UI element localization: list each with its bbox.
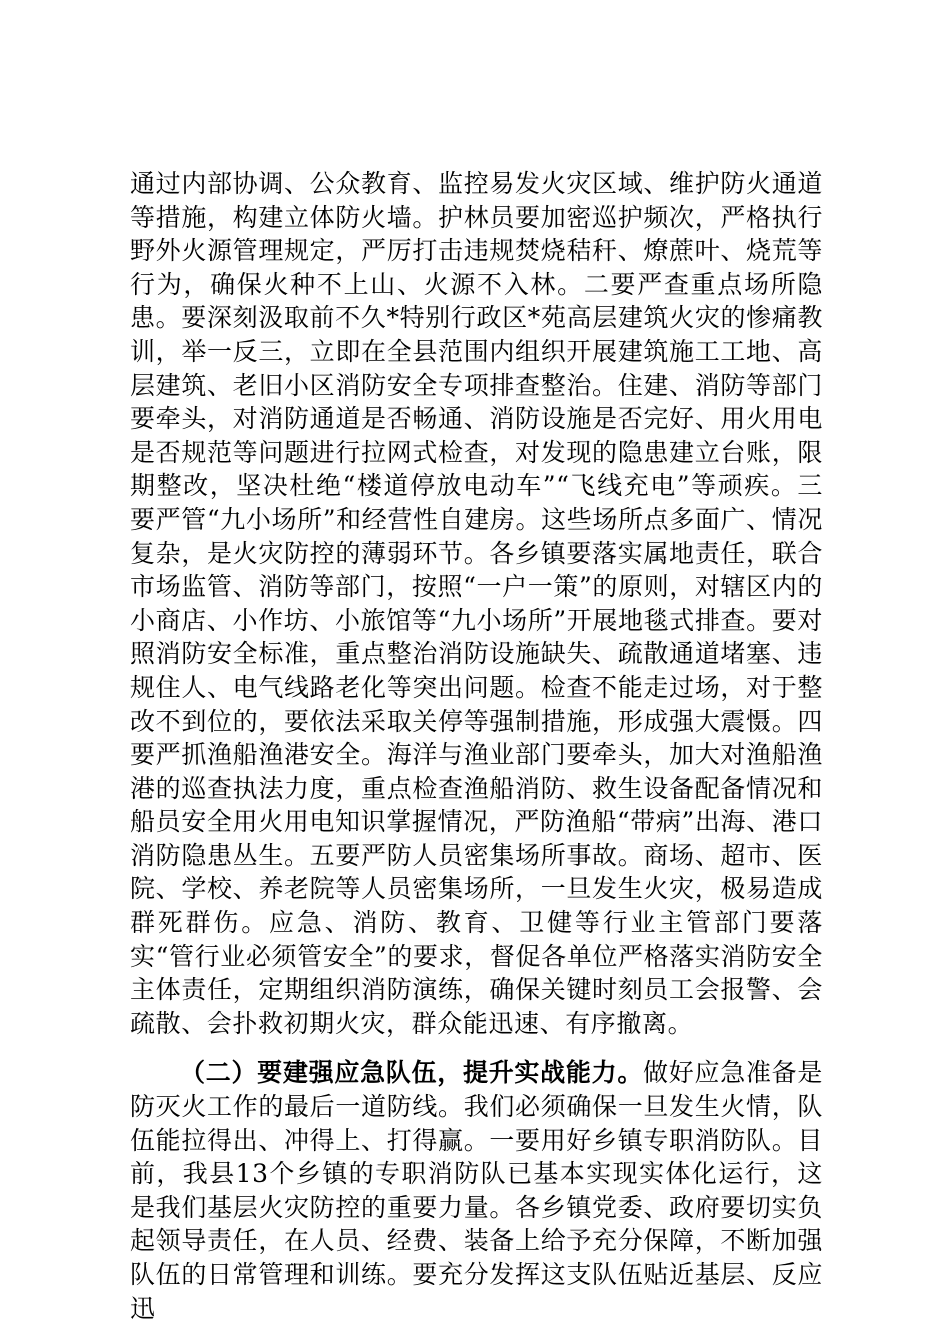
document-body: [130, 167, 823, 1325]
section-heading-emergency-teams: （二）要建强应急队伍，提升实战能力。: [180, 1058, 644, 1088]
paragraph-emergency-teams-body: 做好应急准备是防灭火工作的最后一道防线。我们必须确保一旦发生火情，队伍能拉得出、冲得上、打得赢。一要用好乡镇专职消防队。目前，我县13个乡镇的专职消防队已基本实现实体化运行，这是我们基层火灾防控的重要力量。各乡镇党委、政府要切实负起领导责任，在人员、经费、装备上给予充分保障，不断加强队伍的日常管理和训练。要充分发挥这支队伍贴近基层、反应迅: [130, 1058, 823, 1323]
paragraph-emergency-teams: [130, 1056, 823, 1325]
paragraph-fire-prevention-measures: 通过内部协调、公众教育、监控易发火灾区域、维护防火通道等措施，构建立体防火墙。护林员要加密巡护频次，严格执行野外火源管理规定，严厉打击违规焚烧秸秆、燎蔗叶、烧荒等行为，确保火种不上山、火源不入林。二要严查重点场所隐患。要深刻汲取前不久*特别行政区*苑高层建筑火灾的惨痛教训，举一反三，立即在全县范围内组织开展建筑施工工地、高层建筑、老旧小区消防安全专项排查整治。住建、消防等部门要牵头，对消防通道是否畅通、消防设施是否完好、用火用电是否规范等问题进行拉网式检查，对发现的隐患建立台账，限期整改，坚决杜绝“楼道停放电动车”“飞线充电”等顽疾。三要严管“九小场所”和经营性自建房。这些场所点多面广、情况复杂，是火灾防控的薄弱环节。各乡镇要落实属地责任，联合市场监管、消防等部门，按照“一户一策”的原则，对辖区内的小商店、小作坊、小旅馆等“九小场所”开展地毯式排查。要对照消防安全标准，重点整治消防设施缺失、疏散通道堵塞、违规住人、电气线路老化等突出问题。检查不能走过场，对于整改不到位的，要依法采取关停等强制措施，形成强大震慑。四要严抓渔船渔港安全。海洋与渔业部门要牵头，加大对渔船渔港的巡查执法力度，重点检查渔船消防、救生设备配备情况和船员安全用火用电知识掌握情况，严防渔船“带病”出海、港口消防隐患丛生。五要严防人员密集场所事故。商场、超市、医院、学校、养老院等人员密集场所，一旦发生火灾，极易造成群死群伤。应急、消防、教育、卫健等行业主管部门要落实“管行业必须管安全”的要求，督促各单位严格落实消防安全主体责任，定期组织消防演练，确保关键时刻员工会报警、会疏散、会扑救初期火灾，群众能迅速、有序撤离。: [130, 169, 823, 1038]
